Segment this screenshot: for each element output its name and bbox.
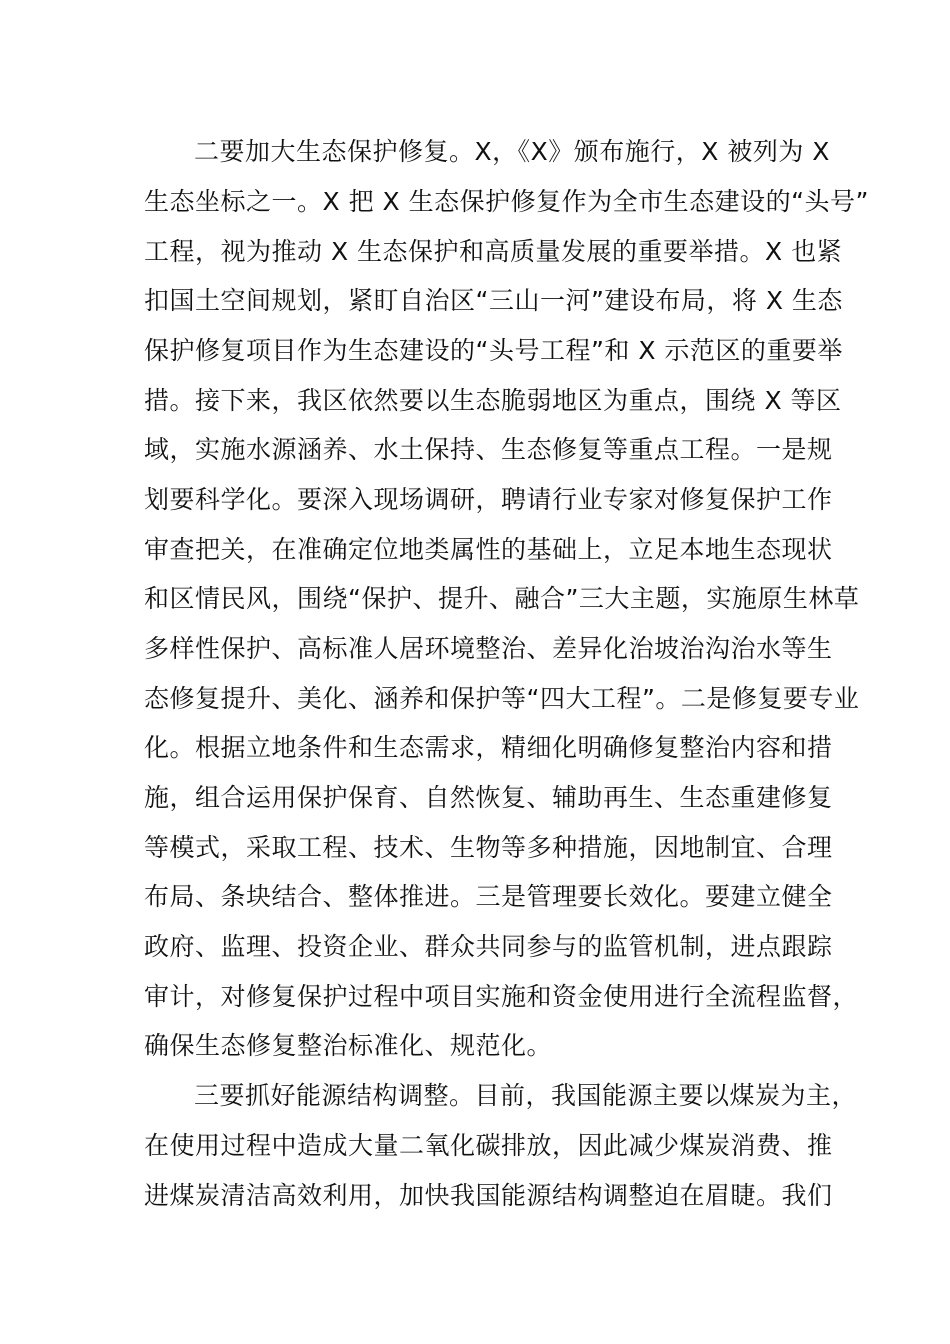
paragraph-line: 确保生态修复整治标准化、规范化。 bbox=[144, 1031, 553, 1060]
paragraph-line: 域，实施水源涵养、水土保持、生态修复等重点工程。一是规 bbox=[144, 435, 833, 464]
paragraph-line: 措。接下来，我区依然要以生态脆弱地区为重点，围绕 X 等区 bbox=[144, 386, 842, 415]
paragraph-line: 布局、条块结合、整体推进。三是管理要长效化。要建立健全 bbox=[144, 882, 833, 911]
paragraph-line: 工程，视为推动 X 生态保护和高质量发展的重要举措。X 也紧 bbox=[144, 237, 843, 266]
paragraph-line: 生态坐标之一。X 把 X 生态保护修复作为全市生态建设的“头号” bbox=[144, 187, 869, 216]
paragraph-line: 审计，对修复保护过程中项目实施和资金使用进行全流程监督， bbox=[144, 982, 859, 1011]
paragraph-line: 进煤炭清洁高效利用，加快我国能源结构调整迫在眉睫。我们 bbox=[144, 1181, 833, 1210]
paragraph-line: 二要加大生态保护修复。X，《X》颁布施行，X 被列为 X bbox=[194, 137, 830, 166]
paragraph-line: 划要科学化。要深入现场调研，聘请行业专家对修复保护工作 bbox=[144, 485, 833, 514]
paragraph-line: 扣国土空间规划，紧盯自治区“三山一河”建设布局，将 X 生态 bbox=[144, 286, 843, 315]
paragraph-line: 施，组合运用保护保育、自然恢复、辅助再生、生态重建修复 bbox=[144, 783, 833, 812]
paragraph-line: 化。根据立地条件和生态需求，精细化明确修复整治内容和措 bbox=[144, 733, 833, 762]
paragraph-line: 等模式，采取工程、技术、生物等多种措施，因地制宜、合理 bbox=[144, 833, 833, 862]
paragraph-line: 态修复提升、美化、涵养和保护等“四大工程”。二是修复要专业 bbox=[144, 684, 860, 713]
paragraph-line: 多样性保护、高标准人居环境整治、差异化治坡治沟治水等生 bbox=[144, 634, 833, 663]
paragraph-line: 审查把关，在准确定位地类属性的基础上，立足本地生态现状 bbox=[144, 535, 833, 564]
paragraph-line: 政府、监理、投资企业、群众共同参与的监管机制，进点跟踪 bbox=[144, 932, 833, 961]
paragraph-line: 在使用过程中造成大量二氧化碳排放，因此减少煤炭消费、推 bbox=[144, 1131, 833, 1160]
paragraph-line: 保护修复项目作为生态建设的“头号工程”和 X 示范区的重要举 bbox=[144, 336, 843, 365]
paragraph-line: 三要抓好能源结构调整。目前，我国能源主要以煤炭为主， bbox=[194, 1081, 858, 1110]
paragraph-line: 和区情民风，围绕“保护、提升、融合”三大主题，实施原生林草 bbox=[144, 584, 860, 613]
